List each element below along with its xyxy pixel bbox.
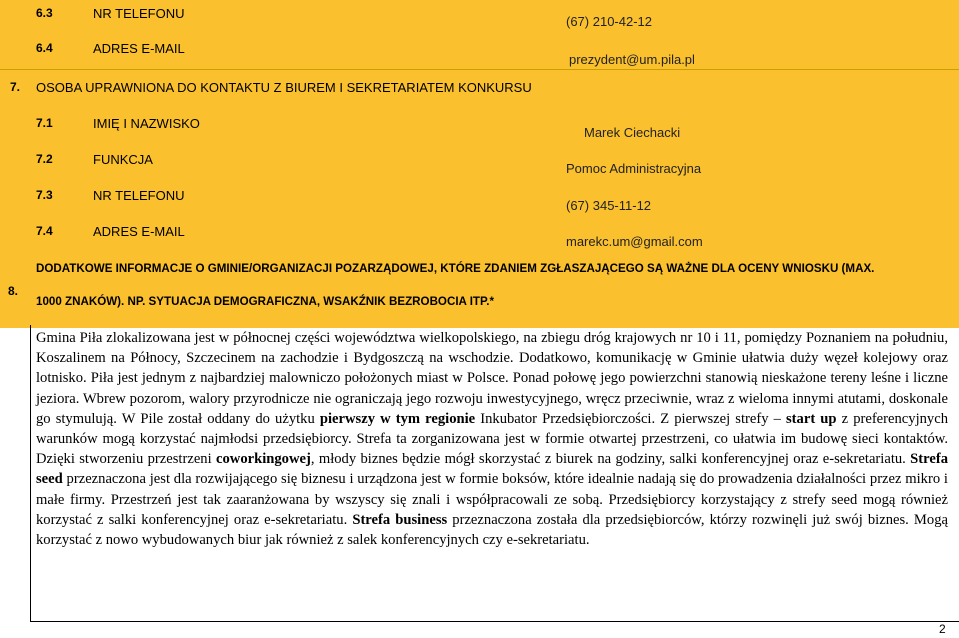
- row-label: NR TELEFONU: [93, 6, 185, 21]
- section-7-number: 7.: [10, 80, 21, 94]
- page-number: 2: [939, 622, 946, 636]
- section-8-heading-line-2: 1000 ZNAKÓW). NP. SYTUACJA DEMOGRAFICZNA, WSAKŹNIK BEZROBOCIA ITP.*: [36, 295, 494, 308]
- text-run: Gmina Piła zlokalizowana jest w północnej części województwa wielkopolskiego, na zbiegu dróg krajowych nr 10 i 11, pomiędzy Poznaniem na południu, Koszalinem na Północy, Szczecinem na zachodzie i Bydgoszczą na wschodzie. Dodatkowo, komunikację w Gminie ułatwia duży węzeł kolejowy oraz lotnisko. Piła jest jednym z najbardziej malowniczo położonych miast w Polsce. Ponad połowę jego powierzchni stanowią nieskażone tereny leśne i liczne jeziora. Wbrew pozorom, walory przyrodnicze nie ograniczają jego rozwoju inwestycyjnego, wręcz przeciwnie, wraz z wieloma innymi atutami, doskonale go stymulują. W Pile został oddany do użytku: [36, 330, 948, 427]
- phone-value: (67) 210-42-12: [566, 14, 652, 29]
- section-8-paragraph: [36, 328, 948, 550]
- row-number: 7.3: [36, 188, 53, 202]
- name-value: Marek Ciechacki: [584, 125, 681, 140]
- left-number-column: [0, 0, 30, 328]
- row-label: NR TELEFONU: [93, 188, 185, 203]
- bold-run: Strefa business: [352, 511, 448, 528]
- text-run: Inkubator Przedsiębiorczości. Z pierwszej strefy –: [475, 410, 786, 427]
- bold-run: Strefa seed: [36, 451, 948, 488]
- text-run: z preferencyjnych warunków mogą korzystać najmłodsi przedsiębiorcy. Strefa ta zorganizowana jest w formie otwartej przestrzeni, co ułatwia im budowę sieci kontaktów. Dzięki stworzeniu przestrzeni: [36, 410, 948, 468]
- row-label: IMIĘ I NAZWISKO: [93, 116, 200, 131]
- text-run: , młody biznes będzie mógł skorzystać z biurek na godziny, salki konferencyjnej oraz e-sekretariatu.: [310, 451, 911, 468]
- row-label: ADRES E-MAIL: [93, 224, 185, 239]
- row-number: 7.4: [36, 224, 53, 238]
- paragraph-text: [36, 328, 948, 550]
- email-value: prezydent@um.pila.pl: [569, 52, 695, 67]
- section-7-title: OSOBA UPRAWNIONA DO KONTAKTU Z BIUREM I SEKRETARIATEM KONKURSU: [36, 80, 532, 95]
- row-label: FUNKCJA: [93, 152, 153, 167]
- bold-run: pierwszy w tym regionie: [319, 410, 476, 427]
- phone-value: (67) 345-11-12: [566, 198, 652, 213]
- function-value: Pomoc Administracyjna: [566, 161, 702, 176]
- bold-run: coworkingowej: [216, 451, 311, 468]
- text-run: przeznaczona jest dla rozwijającego się biznesu i urządzona jest w formie boksów, które idealnie nadają się do prowadzenia działalności przez mikro i małe firmy. Przestrzeń jest tak zaaranżowana by wszyscy się znali i współpracowali ze sobą. Przedsiębiorcy korzystający z strefy seed mogą również korzystać z salki konferencyjnej oraz e-sekretariatu.: [36, 471, 948, 528]
- text-run: przeznaczona została dla przedsiębiorców, którzy rozwinęli już swój biznes. Mogą korzystać z nowo wybudowanych biur jak również z salek konferencyjnych czy e-sekretariatu.: [36, 511, 948, 549]
- row-number: 6.3: [36, 6, 53, 20]
- row-number: 7.1: [36, 116, 53, 130]
- section-8-number: 8.: [8, 284, 19, 298]
- row-number: 6.4: [36, 41, 53, 55]
- row-number: 7.2: [36, 152, 53, 166]
- email-value: marekc.um@gmail.com: [566, 234, 703, 249]
- bold-run: start up: [786, 410, 837, 427]
- row-label: ADRES E-MAIL: [93, 41, 185, 56]
- section-8-heading-line-1: DODATKOWE INFORMACJE O GMINIE/ORGANIZACJI POZARZĄDOWEJ, KTÓRE ZDANIEM ZGŁASZAJĄCEGO SĄ WAŻNE DLA OCENY WNIOSKU (MAX.: [36, 262, 875, 275]
